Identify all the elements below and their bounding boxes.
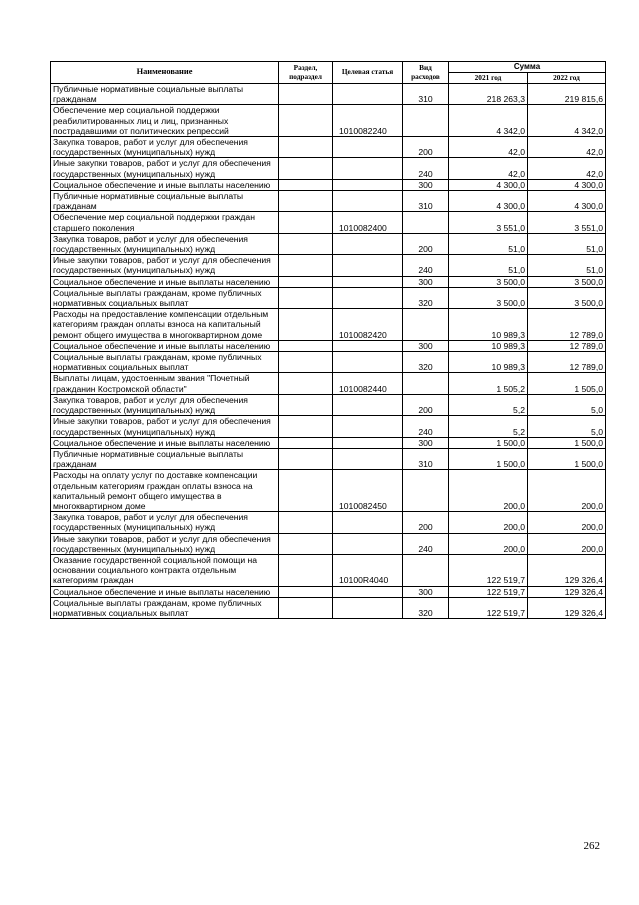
- row-target-article: [333, 287, 403, 308]
- row-expense-type: 320: [403, 287, 449, 308]
- row-sum-2022: 4 300,0: [528, 191, 606, 212]
- row-target-article: 1010082440: [333, 373, 403, 394]
- row-name: Иные закупки товаров, работ и услуг для обеспечения государственных (муниципальных) нужд: [51, 416, 279, 437]
- table-row: [51, 137, 606, 158]
- row-name: Расходы на оплату услуг по доставке компенсации отдельным категориям граждан оплаты взноса на капитальный ремонт общего имущества в многоквартирном доме: [51, 470, 279, 512]
- row-expense-type: 310: [403, 448, 449, 469]
- row-expense-type: [403, 470, 449, 512]
- row-name: Выплаты лицам, удостоенным звания "Почетный гражданин Костромской области": [51, 373, 279, 394]
- table-row: [51, 309, 606, 341]
- row-razdel: [279, 470, 333, 512]
- row-target-article: 1010082450: [333, 470, 403, 512]
- row-sum-2022: 3 500,0: [528, 276, 606, 287]
- row-target-article: [333, 437, 403, 448]
- row-sum-2022: 129 326,4: [528, 554, 606, 586]
- row-expense-type: [403, 373, 449, 394]
- row-expense-type: 200: [403, 233, 449, 254]
- row-expense-type: 300: [403, 179, 449, 190]
- row-name: Иные закупки товаров, работ и услуг для обеспечения государственных (муниципальных) нужд: [51, 255, 279, 276]
- row-expense-type: 300: [403, 586, 449, 597]
- row-razdel: [279, 533, 333, 554]
- row-expense-type: 320: [403, 352, 449, 373]
- row-name: Закупка товаров, работ и услуг для обеспечения государственных (муниципальных) нужд: [51, 512, 279, 533]
- header-name: Наименование: [51, 62, 279, 84]
- row-sum-2022: 1 500,0: [528, 437, 606, 448]
- row-target-article: [333, 276, 403, 287]
- row-name: Социальные выплаты гражданам, кроме публичных нормативных социальных выплат: [51, 287, 279, 308]
- row-sum-2021: 51,0: [449, 255, 528, 276]
- row-sum-2022: 219 815,6: [528, 84, 606, 105]
- row-target-article: 1010082400: [333, 212, 403, 233]
- row-sum-2021: 200,0: [449, 512, 528, 533]
- table-row: [51, 340, 606, 351]
- row-expense-type: 240: [403, 255, 449, 276]
- row-sum-2021: 51,0: [449, 233, 528, 254]
- row-name: Социальное обеспечение и иные выплаты населению: [51, 340, 279, 351]
- header-razdel: Раздел, подраздел: [279, 62, 333, 84]
- row-expense-type: [403, 105, 449, 137]
- row-expense-type: 240: [403, 416, 449, 437]
- row-target-article: [333, 394, 403, 415]
- row-expense-type: 300: [403, 437, 449, 448]
- row-name: Социальные выплаты гражданам, кроме публичных нормативных социальных выплат: [51, 597, 279, 618]
- table-row: [51, 512, 606, 533]
- row-expense-type: 240: [403, 533, 449, 554]
- table-row: [51, 191, 606, 212]
- row-name: Социальное обеспечение и иные выплаты населению: [51, 179, 279, 190]
- row-name: Закупка товаров, работ и услуг для обеспечения государственных (муниципальных) нужд: [51, 394, 279, 415]
- row-sum-2021: 3 500,0: [449, 287, 528, 308]
- row-expense-type: [403, 212, 449, 233]
- row-name: Расходы на предоставление компенсации отдельным категориям граждан оплаты взноса на капитальный ремонт общего имущества в многоквартирном доме: [51, 309, 279, 341]
- row-name: Обеспечение мер социальной поддержки граждан старшего поколения: [51, 212, 279, 233]
- header-2022: 2022 год: [528, 73, 606, 84]
- budget-table: [50, 61, 606, 619]
- row-target-article: [333, 158, 403, 179]
- row-sum-2021: 10 989,3: [449, 352, 528, 373]
- header-target: Целевая статья: [333, 62, 403, 84]
- row-razdel: [279, 137, 333, 158]
- row-sum-2021: 3 500,0: [449, 276, 528, 287]
- row-sum-2022: 4 342,0: [528, 105, 606, 137]
- row-name: Оказание государственной социальной помощи на основании социального контракта отдельным категориям граждан: [51, 554, 279, 586]
- row-target-article: [333, 352, 403, 373]
- row-sum-2022: 5,0: [528, 394, 606, 415]
- table-row: [51, 554, 606, 586]
- row-sum-2021: 42,0: [449, 137, 528, 158]
- row-razdel: [279, 340, 333, 351]
- row-razdel: [279, 373, 333, 394]
- table-row: [51, 448, 606, 469]
- row-sum-2021: 5,2: [449, 416, 528, 437]
- table-row: [51, 276, 606, 287]
- row-sum-2021: 5,2: [449, 394, 528, 415]
- row-sum-2022: 129 326,4: [528, 586, 606, 597]
- row-sum-2021: 122 519,7: [449, 597, 528, 618]
- page-number: 262: [583, 840, 600, 852]
- row-sum-2022: 51,0: [528, 255, 606, 276]
- row-sum-2021: 122 519,7: [449, 586, 528, 597]
- row-razdel: [279, 255, 333, 276]
- table-row: [51, 105, 606, 137]
- table-row: [51, 373, 606, 394]
- row-sum-2022: 4 300,0: [528, 179, 606, 190]
- row-name: Социальное обеспечение и иные выплаты населению: [51, 276, 279, 287]
- row-razdel: [279, 105, 333, 137]
- row-sum-2022: 5,0: [528, 416, 606, 437]
- row-sum-2022: 1 505,0: [528, 373, 606, 394]
- row-sum-2021: 4 342,0: [449, 105, 528, 137]
- row-razdel: [279, 554, 333, 586]
- row-target-article: [333, 137, 403, 158]
- row-sum-2022: 12 789,0: [528, 352, 606, 373]
- row-target-article: [333, 512, 403, 533]
- table-row: [51, 287, 606, 308]
- row-sum-2021: 1 500,0: [449, 448, 528, 469]
- row-sum-2022: 200,0: [528, 533, 606, 554]
- table-header: [51, 62, 606, 84]
- header-sum: Сумма: [449, 62, 606, 73]
- row-sum-2021: 3 551,0: [449, 212, 528, 233]
- row-target-article: [333, 597, 403, 618]
- row-target-article: [333, 586, 403, 597]
- row-razdel: [279, 586, 333, 597]
- row-expense-type: 200: [403, 512, 449, 533]
- header-2021: 2021 год: [449, 73, 528, 84]
- table-row: [51, 212, 606, 233]
- row-razdel: [279, 212, 333, 233]
- table-row: [51, 533, 606, 554]
- row-razdel: [279, 437, 333, 448]
- row-sum-2021: 4 300,0: [449, 179, 528, 190]
- row-razdel: [279, 179, 333, 190]
- row-name: Публичные нормативные социальные выплаты гражданам: [51, 191, 279, 212]
- row-razdel: [279, 512, 333, 533]
- row-name: Закупка товаров, работ и услуг для обеспечения государственных (муниципальных) нужд: [51, 233, 279, 254]
- row-razdel: [279, 416, 333, 437]
- row-name: Социальное обеспечение и иные выплаты населению: [51, 437, 279, 448]
- row-expense-type: 200: [403, 137, 449, 158]
- row-razdel: [279, 233, 333, 254]
- row-sum-2022: 42,0: [528, 158, 606, 179]
- row-target-article: 10100R4040: [333, 554, 403, 586]
- row-razdel: [279, 448, 333, 469]
- row-sum-2021: 42,0: [449, 158, 528, 179]
- row-target-article: [333, 179, 403, 190]
- row-name: Социальное обеспечение и иные выплаты населению: [51, 586, 279, 597]
- row-sum-2021: 122 519,7: [449, 554, 528, 586]
- row-name: Социальные выплаты гражданам, кроме публичных нормативных социальных выплат: [51, 352, 279, 373]
- row-sum-2021: 1 500,0: [449, 437, 528, 448]
- table-row: [51, 255, 606, 276]
- table-row: [51, 437, 606, 448]
- row-sum-2022: 1 500,0: [528, 448, 606, 469]
- row-name: Иные закупки товаров, работ и услуг для обеспечения государственных (муниципальных) нужд: [51, 158, 279, 179]
- row-sum-2022: 129 326,4: [528, 597, 606, 618]
- table-row: [51, 233, 606, 254]
- row-name: Закупка товаров, работ и услуг для обеспечения государственных (муниципальных) нужд: [51, 137, 279, 158]
- table-row: [51, 84, 606, 105]
- table-row: [51, 394, 606, 415]
- row-name: Публичные нормативные социальные выплаты гражданам: [51, 84, 279, 105]
- row-name: Публичные нормативные социальные выплаты гражданам: [51, 448, 279, 469]
- row-razdel: [279, 309, 333, 341]
- table-row: [51, 158, 606, 179]
- row-expense-type: 310: [403, 191, 449, 212]
- table-body: [51, 84, 606, 619]
- table-row: [51, 586, 606, 597]
- row-name: Иные закупки товаров, работ и услуг для обеспечения государственных (муниципальных) нужд: [51, 533, 279, 554]
- row-razdel: [279, 394, 333, 415]
- row-sum-2021: 10 989,3: [449, 340, 528, 351]
- row-expense-type: [403, 554, 449, 586]
- row-sum-2022: 42,0: [528, 137, 606, 158]
- row-target-article: [333, 191, 403, 212]
- row-expense-type: 240: [403, 158, 449, 179]
- row-sum-2021: 200,0: [449, 470, 528, 512]
- row-name: Обеспечение мер социальной поддержки реабилитированных лиц и лиц, признанных пострадавшими от политических репрессий: [51, 105, 279, 137]
- row-sum-2021: 1 505,2: [449, 373, 528, 394]
- row-sum-2022: 200,0: [528, 512, 606, 533]
- header-vr: Вид расходов: [403, 62, 449, 84]
- row-target-article: [333, 255, 403, 276]
- row-expense-type: 300: [403, 276, 449, 287]
- table-row: [51, 597, 606, 618]
- row-sum-2022: 12 789,0: [528, 340, 606, 351]
- row-sum-2022: 51,0: [528, 233, 606, 254]
- row-target-article: [333, 448, 403, 469]
- row-expense-type: 300: [403, 340, 449, 351]
- row-expense-type: 200: [403, 394, 449, 415]
- table-row: [51, 352, 606, 373]
- row-sum-2021: 10 989,3: [449, 309, 528, 341]
- row-expense-type: [403, 309, 449, 341]
- row-razdel: [279, 287, 333, 308]
- table-row: [51, 179, 606, 190]
- row-sum-2022: 12 789,0: [528, 309, 606, 341]
- row-sum-2022: 3 500,0: [528, 287, 606, 308]
- row-razdel: [279, 352, 333, 373]
- row-razdel: [279, 191, 333, 212]
- row-expense-type: 320: [403, 597, 449, 618]
- table-row: [51, 416, 606, 437]
- table-row: [51, 470, 606, 512]
- row-target-article: [333, 416, 403, 437]
- row-target-article: [333, 233, 403, 254]
- row-razdel: [279, 276, 333, 287]
- row-sum-2021: 4 300,0: [449, 191, 528, 212]
- row-target-article: 1010082420: [333, 309, 403, 341]
- row-razdel: [279, 84, 333, 105]
- row-expense-type: 310: [403, 84, 449, 105]
- row-target-article: 1010082240: [333, 105, 403, 137]
- row-target-article: [333, 84, 403, 105]
- row-target-article: [333, 340, 403, 351]
- row-target-article: [333, 533, 403, 554]
- row-sum-2022: 3 551,0: [528, 212, 606, 233]
- row-razdel: [279, 597, 333, 618]
- row-sum-2022: 200,0: [528, 470, 606, 512]
- row-sum-2021: 200,0: [449, 533, 528, 554]
- row-sum-2021: 218 263,3: [449, 84, 528, 105]
- row-razdel: [279, 158, 333, 179]
